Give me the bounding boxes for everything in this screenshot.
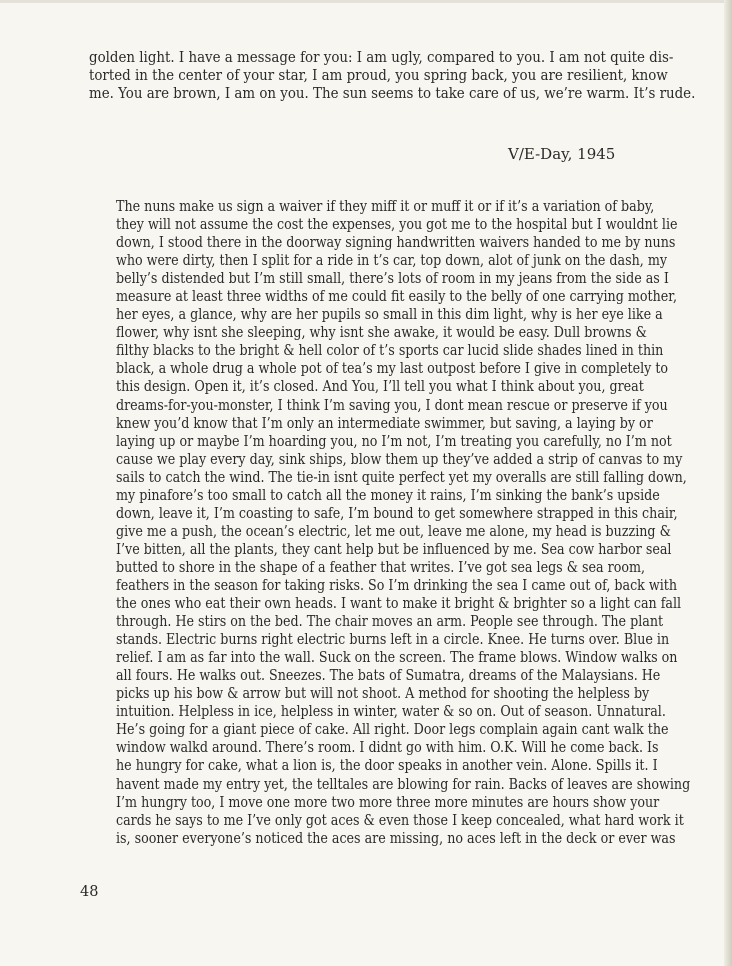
body-line: He’s going for a giant piece of cake. All right. Door legs complain again cant walk the <box>116 721 669 739</box>
body-line: is, sooner everyone’s noticed the aces are missing, no aces left in the deck or ever was <box>116 829 676 847</box>
body-line: cards he says to me I’ve only got aces & even those I keep concealed, what hard work it <box>116 811 684 829</box>
body-line: this design. Open it, it’s closed. And You, I’ll tell you what I think about you, great <box>116 378 644 396</box>
body-line: picks up his bow & arrow but will not shoot. A method for shooting the helpless by <box>116 685 650 703</box>
body-line: belly’s distended but I’m still small, there’s lots of room in my jeans from the side as I <box>116 270 669 288</box>
body-line: stands. Electric burns right electric burns left in a circle. Knee. He turns over. Blue in <box>116 631 670 649</box>
body-line: The nuns make us sign a waiver if they miff it or muff it or if it’s a variation of baby, <box>116 198 655 215</box>
body-line: havent made my entry yet, the telltales are blowing for rain. Backs of leaves are showing <box>116 775 691 793</box>
body-line: relief. I am as far into the wall. Suck on the screen. The frame blows. Window walks on <box>116 649 678 667</box>
body-line: knew you’d know that I’m only an intermediate swimmer, but saving, a laying by or <box>116 414 653 432</box>
intro-line: torted in the center of your star, I am proud, you spring back, you are resilient, know <box>89 67 668 84</box>
body-line: measure at least three widths of me could fit easily to the belly of one carrying mother, <box>116 288 677 306</box>
body-line: window walkd around. There’s room. I didnt go with him. O.K. Will he come back. Is <box>116 739 659 757</box>
intro-line: golden light. I have a message for you: I am ugly, compared to you. I am not quite dis- <box>89 49 674 66</box>
body-line: flower, why isnt she sleeping, why isnt she awake, it would be easy. Dull browns & <box>116 324 647 342</box>
body-line: the ones who eat their own heads. I want to make it bright & brighter so a light can fall <box>116 595 682 613</box>
body-line: sails to catch the wind. The tie-in isnt quite perfect yet my overalls are still falling down, <box>116 468 687 486</box>
intro-paragraph <box>89 49 732 103</box>
body-line: give me a push, the ocean’s electric, let me out, leave me alone, my head is buzzing & <box>116 522 671 540</box>
body-line: black, a whole drug a whole pot of tea’s my last outpost before I give in completely to <box>116 360 669 378</box>
body-line: who were dirty, then I split for a ride in t’s car, top down, alot of junk on the dash, my <box>116 252 668 270</box>
page-number: 48 <box>80 884 99 900</box>
body-line: down, leave it, I’m coasting to safe, I’m bound to get somewhere strapped in this chair, <box>116 504 678 522</box>
body-line: filthy blacks to the bright & hell color of t’s sports car lucid slide shades lined in thin <box>116 342 664 360</box>
body-line: down, I stood there in the doorway signing handwritten waivers handed to me by nuns <box>116 234 676 252</box>
body-line: all fours. He walks out. Sneezes. The bats of Sumatra, dreams of the Malaysians. He <box>116 667 661 685</box>
intro-line: me. You are brown, I am on you. The sun seems to take care of us, we’re warm. It’s rude. <box>89 85 696 102</box>
body-line: I’m hungry too, I move one more two more three more minutes are hours show your <box>116 793 660 811</box>
body-line: they will not assume the cost the expenses, you got me to the hospital but I wouldnt lie <box>116 216 678 234</box>
body-line: dreams-for-you-monster, I think I’m saving you, I dont mean rescue or preserve if you <box>116 396 668 414</box>
body-line: I’ve bitten, all the plants, they cant help but be influenced by me. Sea cow harbor seal <box>116 540 672 558</box>
section-heading: V/E-Day, 1945 <box>508 145 616 163</box>
body-line: my pinafore’s too small to catch all the money it rains, I’m sinking the bank’s upside <box>116 486 660 504</box>
body-line: through. He stirs on the bed. The chair moves an arm. People see through. The plant <box>116 613 664 631</box>
body-line: laying up or maybe I’m hoarding you, no I’m not, I’m treating you carefully, no I’m not <box>116 432 672 450</box>
page-top-edge <box>0 0 732 3</box>
body-paragraph <box>116 198 732 848</box>
body-line: feathers in the season for taking risks. So I’m drinking the sea I came out of, back with <box>116 576 678 594</box>
body-line: cause we play every day, sink ships, blow them up they’ve added a strip of canvas to my <box>116 450 683 468</box>
body-line: her eyes, a glance, why are her pupils so small in this dim light, why is her eye like a <box>116 306 663 324</box>
body-line: butted to shore in the shape of a feather that writes. I’ve got sea legs & sea room, <box>116 558 646 576</box>
body-line: he hungry for cake, what a lion is, the door speaks in another vein. Alone. Spills it. I <box>116 757 658 775</box>
body-line: intuition. Helpless in ice, helpless in winter, water & so on. Out of season. Unnatural. <box>116 703 666 721</box>
